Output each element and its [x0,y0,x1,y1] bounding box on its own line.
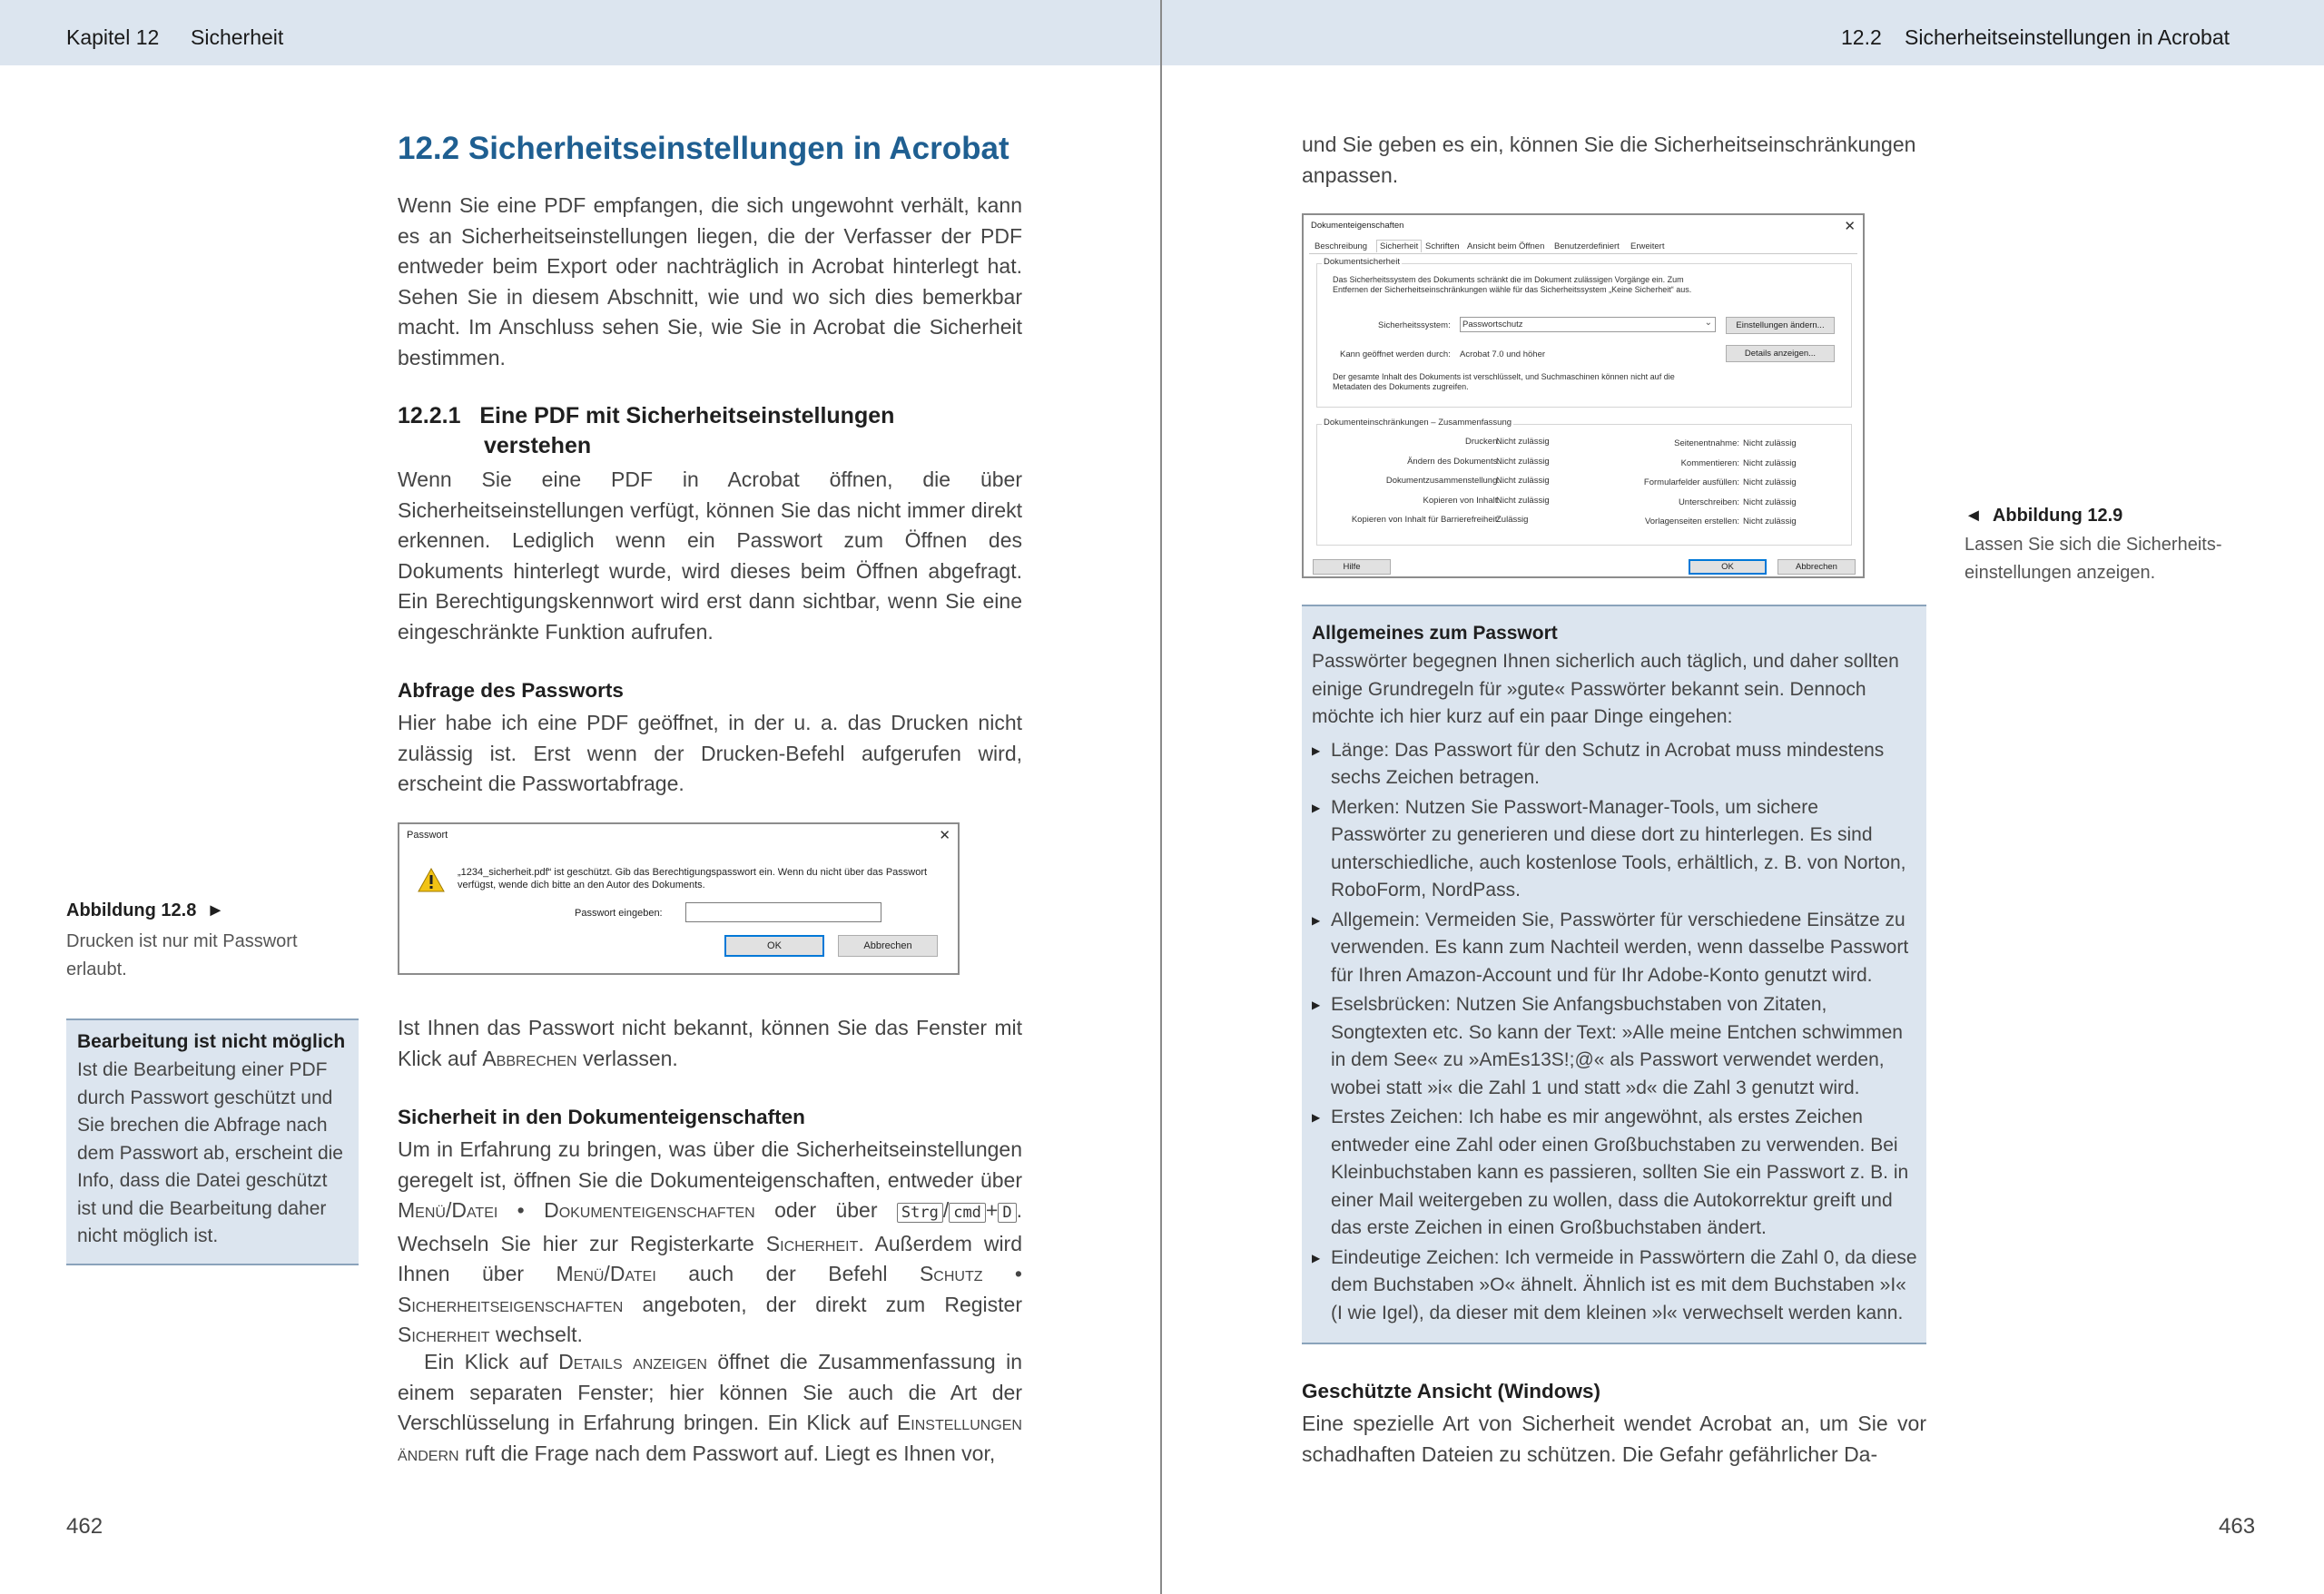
cancel-button[interactable]: Abbrechen [1777,559,1856,575]
menu-reference: Details anzeigen [558,1350,707,1373]
close-icon[interactable]: ✕ [1844,219,1856,234]
list-item: ▶ Eselsbrücken: Nutzen Sie Anfangsbuchstaben von Zitaten, Songtexten etc. So kann der Text: »Alle meine Entchen schwimmen in dem See« zu »AmEs13S!;@« als Passwort verwendet werden, wobei statt »i« die Zahl 1 und statt »d« die Zahl 3 genutzt wird. [1312,991,1917,1102]
restriction-label: Vorlagenseiten erstellen: [1644,517,1739,526]
document-properties-dialog [1302,213,1865,578]
restrictions-left-values [1496,437,1596,535]
chevron-down-icon: ⌄ [1704,318,1712,328]
menu-reference: Menü/Datei • Dokumenteigenschaften [398,1198,755,1222]
caption-line: Lassen Sie sich die Sicherheits- [1965,535,2222,555]
text-run: . Außerdem wird Ihnen über [398,1231,1022,1285]
tab-benutzerdefiniert[interactable]: Benutzerdefiniert [1554,241,1620,251]
warning-icon [418,868,445,892]
tab-beschreibung[interactable]: Beschreibung [1315,241,1368,251]
continuation-paragraph: und Sie geben es ein, können Sie die Sicherheitseinschränkungen anpassen. [1302,133,1916,187]
ok-button[interactable]: OK [1689,559,1767,575]
text-run: auch der Befehl [655,1262,920,1285]
encryption-note: Der gesamte Inhalt des Dokuments ist verschlüsselt, und Suchmaschinen können nicht auf die Metadaten des Dokuments zugreifen. [1333,372,1675,391]
restriction-value: Nicht zulässig [1743,458,1797,468]
restriction-label: Dokumentzusammenstellung: [1385,476,1500,486]
text-run: ruft die Frage nach dem Passwort auf. Liegt es Ihnen vor, [458,1441,996,1465]
infobox-title: Bearbeitung ist nicht möglich [77,1031,346,1052]
key-d: D [998,1203,1016,1223]
text-run: + [985,1198,999,1222]
password-dialog-title: Passwort [407,830,448,841]
header-section-title: Sicherheitseinstellungen in Acrobat [1905,25,2230,49]
restriction-value: Nicht zulässig [1496,495,1550,506]
figure-12-9-caption [1965,531,2273,587]
tab-sicherheit[interactable]: Sicherheit [1376,240,1422,252]
tab-ansicht-beim-oeffnen[interactable]: Ansicht beim Öffnen [1467,241,1545,251]
subsection-title-line1: Eine PDF mit Sicherheitseinstellungen [479,403,895,428]
ok-button[interactable]: OK [724,935,824,957]
show-details-button[interactable]: Details anzeigen... [1726,345,1835,362]
infobox-title: Allgemeines zum Passwort [1312,623,1558,644]
change-settings-button[interactable]: Einstellungen ändern... [1726,317,1835,334]
group-title-security: Dokumentsicherheit [1324,257,1400,267]
restriction-value: Nicht zulässig [1496,476,1550,486]
text-run: Ist Ihnen das Passwort nicht bekannt, können Sie das Fenster mit Klick auf [398,1016,1022,1070]
text-run: . Wechseln Sie hier zur Registerkarte [398,1198,1022,1255]
infobox-bearbeitung [66,1018,359,1265]
group-title-restrictions: Dokumenteinschränkungen – Zusammenfassung [1324,418,1512,428]
running-header-left [0,0,1160,65]
heading-abfrage: Abfrage des Passworts [398,679,624,702]
right-page [1162,0,2324,1594]
infobox-passwort [1302,605,1926,1344]
menu-reference: Sicherheit [765,1231,859,1255]
restriction-value: Zulässig [1496,515,1529,525]
heading-geschuetzte-ansicht: Geschützte Ansicht (Windows) [1302,1380,1600,1402]
text-run: / [942,1198,950,1222]
password-dialog [398,822,960,975]
restriction-value: Nicht zulässig [1743,438,1797,448]
help-button[interactable]: Hilfe [1313,559,1391,575]
password-field-label: Passwort eingeben: [575,908,663,919]
page-number-right: 463 [2219,1514,2256,1539]
password-tips-list [1312,737,1917,1328]
password-input[interactable] [685,902,881,922]
figure-12-9-label [1965,506,2122,526]
text-run: wechselt. [489,1323,583,1346]
section-heading: 12.2 Sicherheitseinstellungen in Acrobat [398,131,1009,166]
subsection-title-line2: verstehen [484,433,592,458]
text-run: verlassen. [576,1046,678,1070]
security-system-value: Passwortschutz [1462,320,1523,330]
open-by-label: Kann geöffnet werden durch: [1340,349,1451,359]
subsection-number: 12.2.1 [398,403,461,428]
list-item: ▶ Länge: Das Passwort für den Schutz in Acrobat muss mindestens sechs Zeichen betragen. [1312,737,1917,792]
left-page [0,0,1160,1594]
restriction-label: Kopieren von Inhalt für Barrierefreiheit: [1351,515,1500,525]
list-item: ▶ Merken: Nutzen Sie Passwort-Manager-Tools, um sichere Passwörter zu generieren und diese dort zu hinterlegen. Es sind unterschiedliche, auch kostenlose Tools, erhältlich, z. B. von Norton, RoboForm, NordPass. [1312,794,1917,905]
paragraph-details [398,1347,1022,1469]
text-run: angeboten, der direkt zum Register [623,1292,1022,1316]
tab-bar [1309,239,1857,254]
menu-reference: Sicherheit [398,1323,490,1346]
subsection-heading [398,401,1033,461]
menu-reference: Menü/Datei [556,1262,656,1285]
text-run: oder über [754,1198,897,1222]
restriction-label: Drucken: [1464,437,1500,447]
doc-dialog-title: Dokumenteigenschaften [1311,221,1404,231]
open-by-value: Acrobat 7.0 und höher [1460,349,1546,359]
restriction-label: Formularfelder ausfüllen: [1643,477,1739,487]
arrow-left-icon: ◄ [1965,506,1983,526]
paragraph-dokumenteigenschaften [398,1135,1022,1351]
text-run: Ein Klick auf [424,1350,559,1373]
restriction-label: Unterschreiben: [1678,497,1739,507]
security-system-select[interactable] [1460,317,1716,332]
security-system-label: Sicherheitssystem: [1378,320,1451,330]
figure-label: Abbildung 12.8 [66,900,197,920]
intro-paragraph: Wenn Sie eine PDF empfangen, die sich ungewohnt verhält, kann es an Sicherheitseinstellungen liegen, die der Verfasser der PDF entweder beim Export oder nachträglich in Acrobat hinterlegt hat. Sehen Sie in diesem Abschnitt, wie und wo sich dies bemerkbar macht. Im Anschluss sehen Sie, wie Sie in Acrobat die Sicherheit bestimmen. [398,193,1022,369]
text-run: Um in Erfahrung zu bringen, was über die Sicherheitseinstellungen geregelt ist, öffnen Sie die Dokumenteigenschaften, entweder über [398,1137,1022,1192]
tab-schriften[interactable]: Schriften [1425,241,1460,251]
restriction-value: Nicht zulässig [1743,517,1797,526]
restrictions-right-labels [1603,438,1739,536]
menu-reference: Einstellungen ändern [398,1411,1022,1465]
infobox-text: Ist die Bearbeitung einer PDF durch Passwort geschützt und Sie brechen die Abfrage nach dem Passwort ab, erscheint die Info, dass die Datei geschützt ist und die Bearbeitung daher nicht möglich ist. [77,1059,343,1246]
restriction-value: Nicht zulässig [1496,437,1550,447]
restriction-label: Kommentieren: [1680,458,1739,468]
menu-reference: Abbrechen [482,1046,577,1070]
caption-line: einstellungen anzeigen. [1965,563,2156,583]
header-chapter: Kapitel 12 [66,25,160,49]
tab-erweitert[interactable]: Erweitert [1630,241,1665,251]
list-item: ▶ Erstes Zeichen: Ich habe es mir angewöhnt, als erstes Zeichen entweder eine Zahl oder einen Großbuchstaben zu verwenden. Bei Kleinbuchstaben kann es passieren, sollten Sie ein Passwort z. B. in einer Mail weitergeben zu wollen, dass die Autokorrektur greift und das erste Zeichen in einen Großbuchstaben ändert. [1312,1104,1917,1243]
figure-12-8-caption: Drucken ist nur mit Passwort erlaubt. [66,931,298,979]
restrictions-left-labels [1318,437,1500,535]
list-item: ▶ Eindeutige Zeichen: Ich vermeide in Passwörtern die Zahl 0, da diese dem Buchstaben »O« ähnelt. Ähnlich ist es mit dem Buchstaben »I« (I wie Igel), da dieser mit dem kleinen »l« verwechselt werden kann. [1312,1245,1917,1328]
restriction-label: Kopieren von Inhalt: [1423,495,1500,506]
heading-dokumenteigenschaften: Sicherheit in den Dokumenteigenschaften [398,1106,805,1128]
paragraph-open-pdf: Wenn Sie eine PDF in Acrobat öffnen, die über Sicherheitseinstellungen verfügt, können Sie das nicht immer direkt erkennen. Lediglich wenn ein Passwort zum Öffnen des Dokuments hinterlegt wurde, wird dieses beim Öffnen abgefragt. Ein Berechtigungskennwort wird erst dann sichtbar, wenn Sie eine eingeschränkte Funktion aufrufen. [398,467,1022,644]
restriction-label: Ändern des Dokuments: [1407,456,1500,467]
restriction-value: Nicht zulässig [1743,497,1797,507]
key-strg: Strg [897,1203,943,1223]
cancel-button[interactable]: Abbrechen [838,935,938,957]
list-item: ▶ Allgemein: Vermeiden Sie, Passwörter für verschiedene Einsätze zu verwenden. Es kann zum Nachteil werden, wenn dasselbe Passwort für Ihren Amazon-Account und für Ihr Adobe-Konto genutzt wird. [1312,907,1917,990]
page-number-left: 462 [66,1514,103,1539]
password-dialog-message: „1234_sicherheit.pdf“ ist geschützt. Gib das Berechtigungspasswort ein. Wenn du nicht über das Passwort verfügst, wende dich bitte an den Autor des Dokuments. [458,867,928,890]
security-description: Das Sicherheitssystem des Dokuments schränkt die im Dokument zulässigen Vorgänge ein. Zum Entfernen der Sicherheitseinschränkungen wähle für das Sicherheitssystem „Keine Sicherheit“ aus. [1333,275,1692,294]
header-chapter-title: Sicherheit [191,25,284,49]
key-cmd: cmd [949,1203,986,1223]
paragraph-geschuetzte-ansicht: Eine spezielle Art von Sicherheit wendet Acrobat an, um Sie vor schadhaften Dateien zu schützen. Die Gefahr gefährlicher Da- [1302,1412,1926,1466]
running-header-right [1162,0,2324,65]
restriction-value: Nicht zulässig [1743,477,1797,487]
header-section-number: 12.2 [1841,25,1882,49]
paragraph-after-dialog [398,1013,1022,1074]
restriction-value: Nicht zulässig [1496,456,1550,467]
restrictions-right-values [1743,438,1843,536]
infobox-text: Passwörter begegnen Ihnen sicherlich auch täglich, und daher sollten einige Grundregeln für »gute« Passwörter bekannt sein. Dennoch möchte ich hier kurz auf ein paar Dinge eingehen: [1312,651,1899,727]
figure-label: Abbildung 12.9 [1992,506,2123,526]
paragraph-abfrage: Hier habe ich eine PDF geöffnet, in der u. a. das Drucken nicht zulässig ist. Erst wenn der Drucken-Befehl aufgerufen wird, erscheint die Passwortabfrage. [398,711,1022,795]
arrow-right-icon: ► [206,900,225,920]
menu-reference: Schutz • Sicherheitseigenschaften [398,1262,1022,1316]
text-run: öffnet die Zusammenfassung in einem separaten Fenster; hier können Sie auch die Art der Verschlüsselung in Erfahrung bringen. Ein Klick auf [398,1350,1023,1434]
figure-12-8-label [66,900,224,921]
close-icon[interactable]: ✕ [939,828,950,843]
restriction-label: Seitenentnahme: [1674,438,1739,448]
